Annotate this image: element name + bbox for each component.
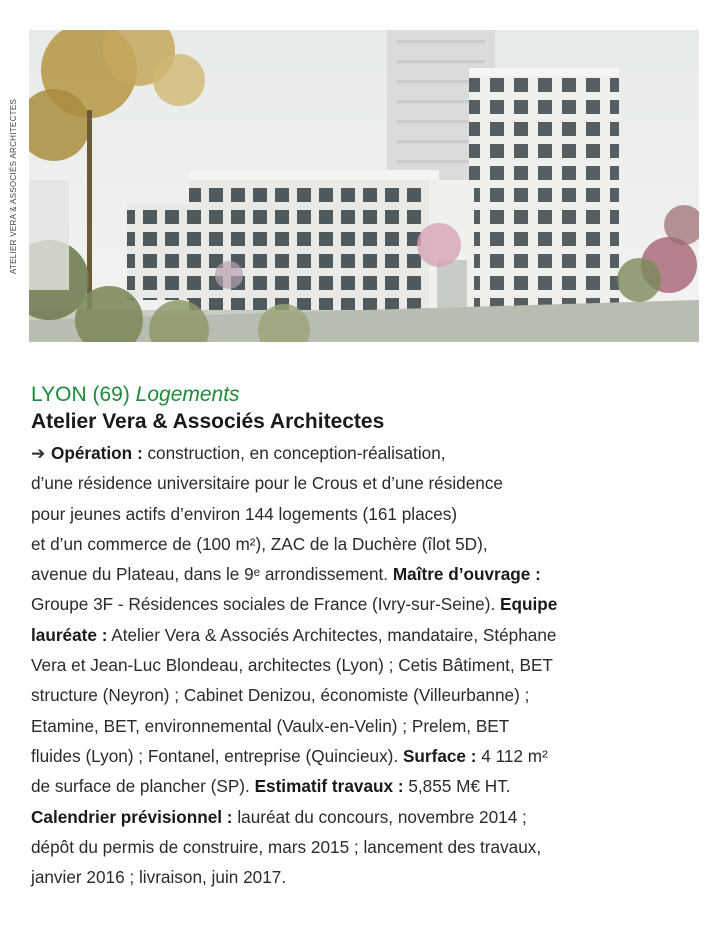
heading-location — [31, 382, 703, 408]
body-text: Groupe 3F - Résidences sociales de France (Ivry-sur-Seine). — [31, 594, 501, 615]
body-text: lauréat du concours, novembre 2014 ; — [232, 806, 527, 827]
body-line: Etamine, BET, environnemental (Vaulx-en-Velin) ; Prelem, BET — [31, 715, 510, 736]
estimatif-value: 5,855 M€ HT. — [403, 776, 511, 797]
label-maitre-ouvrage: Maître d’ouvrage : — [392, 564, 541, 585]
label-calendrier: Calendrier prévisionnel : — [31, 806, 233, 827]
body-line: et d’un commerce de (100 m²), ZAC de la Duchère (îlot 5D), — [31, 533, 488, 554]
body-line — [31, 438, 703, 468]
label-estimatif: Estimatif travaux : — [254, 776, 404, 797]
arrow-right-icon: ➔ — [31, 443, 46, 463]
article — [31, 382, 703, 892]
label-laureate: lauréate : — [31, 624, 108, 645]
body-line: dépôt du permis de construire, mars 2015 ; lancement des travaux, — [31, 836, 542, 857]
body-line — [31, 771, 703, 801]
architectural-rendering — [29, 30, 699, 342]
body-text: de surface de plancher (SP). — [31, 776, 255, 797]
body-line — [31, 589, 703, 619]
article-body — [31, 438, 703, 892]
body-line — [31, 559, 703, 589]
body-line: Vera et Jean-Luc Blondeau, architectes (Lyon) ; Cetis Bâtiment, BET — [31, 655, 553, 676]
body-text: construction, en conception-réalisation, — [142, 443, 446, 463]
body-text: fluides (Lyon) ; Fontanel, entreprise (Quincieux). — [31, 745, 403, 766]
body-line: pour jeunes actifs d’environ 144 logements (161 places) — [31, 503, 458, 524]
surface-value: 4 112 m² — [476, 745, 548, 766]
rendering-illustration — [29, 30, 699, 342]
body-text: Atelier Vera & Associés Architectes, mandataire, Stéphane — [107, 624, 557, 645]
city-label: LYON (69) — [31, 383, 130, 406]
photo-credit — [6, 30, 22, 342]
body-line — [31, 741, 703, 771]
body-text: avenue du Plateau, dans le 9ᵉ arrondissement. — [31, 564, 393, 585]
body-line: janvier 2016 ; livraison, juin 2017. — [31, 867, 287, 888]
label-operation: Opération : — [51, 443, 143, 463]
body-line: structure (Neyron) ; Cabinet Denizou, économiste (Villeurbanne) ; — [31, 685, 530, 706]
photo-credit-text: ATELIER VERA & ASSOCIÉS ARCHITECTES — [9, 98, 19, 274]
label-equipe: Equipe — [500, 594, 558, 615]
body-line — [31, 802, 703, 832]
body-line — [31, 620, 703, 650]
category-label: Logements — [135, 383, 240, 406]
architect-heading: Atelier Vera & Associés Architectes — [31, 410, 385, 433]
body-line: d’une résidence universitaire pour le Crous et d’une résidence — [31, 473, 503, 494]
label-surface: Surface : — [402, 745, 477, 766]
